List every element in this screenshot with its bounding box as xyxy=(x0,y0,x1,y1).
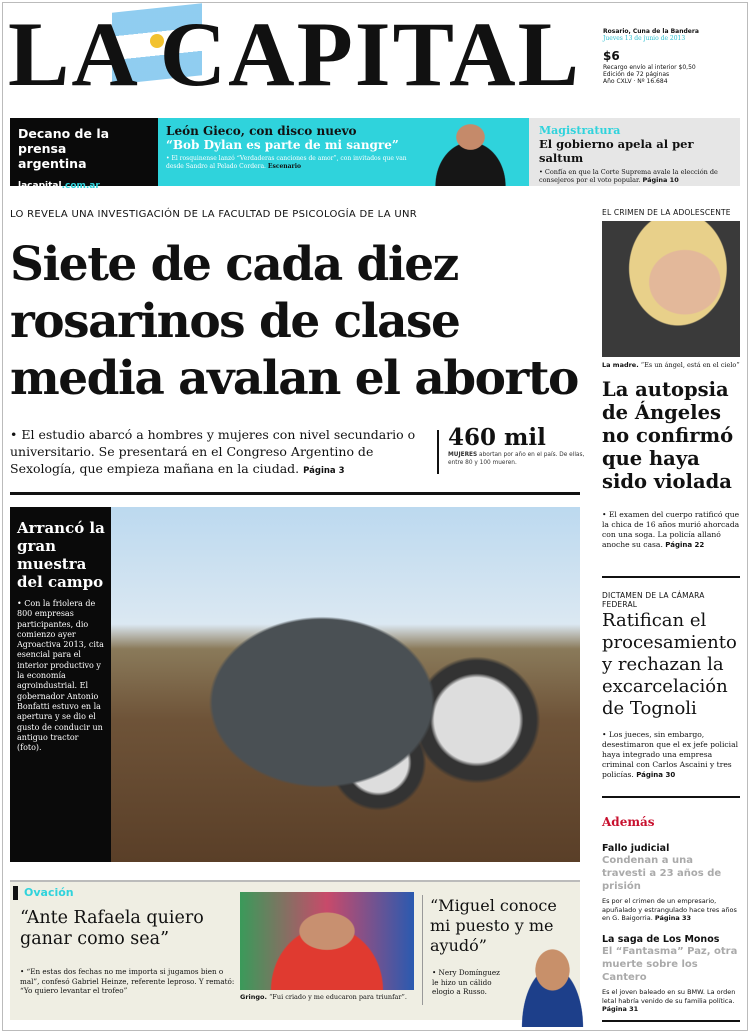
lead-summary-text: • El estudio abarcó a hombres y mujeres con nivel secundario o universitario. Se presentará en el Congreso Argentino de Sexología, que empieza mañana en la ciudad. xyxy=(10,427,416,476)
tognoli-headline[interactable]: Ratifican el procesamiento y rechazan la excarcelación de Tognoli xyxy=(602,610,737,719)
site-name: lacapital xyxy=(18,181,62,191)
sports-divider xyxy=(422,895,423,1005)
ademas-title: El “Fantasma” Paz, otra muerte sobre los Cantero xyxy=(602,946,738,983)
stat-box xyxy=(448,424,588,467)
section-divider xyxy=(10,492,580,495)
side-text xyxy=(539,168,730,184)
edition-pages: Edición de 72 páginas xyxy=(603,71,670,78)
site-link[interactable] xyxy=(18,181,150,191)
stat-value: 460 mil xyxy=(448,424,546,451)
autopsy-page: Página 22 xyxy=(665,541,705,549)
ademas-page: Página 33 xyxy=(654,914,692,922)
autopsy-headline[interactable]: La autopsia de Ángeles no confirmó que haya sido violada xyxy=(602,378,734,493)
ademas-item[interactable] xyxy=(602,843,740,923)
issue-number: Año CXLV · Nº 16.684 xyxy=(603,78,668,85)
promo-title: León Gieco, con disco nuevo xyxy=(166,124,357,138)
promo-section: Escenario xyxy=(267,163,301,170)
masthead-logo[interactable]: LA CAPITAL xyxy=(8,3,581,105)
ademas-kicker: La saga de Los Monos xyxy=(602,934,720,945)
side-title: El gobierno apela al per saltum xyxy=(539,137,694,165)
edition-info xyxy=(603,28,743,85)
lead-page: Página 3 xyxy=(303,466,345,476)
issue-date: Jueves 13 de junio de 2013 xyxy=(603,35,686,42)
caption-bold: La madre. xyxy=(602,361,639,369)
right-divider xyxy=(602,796,740,798)
ovacion-label: Ovación xyxy=(24,886,74,899)
slogan: Decano de la prensa argentina xyxy=(18,126,110,171)
photo-story-title: Arrancó la gran muestra del campo xyxy=(17,519,105,591)
heinze-caption xyxy=(240,993,420,1001)
ademas-text: Es el joven baleado en su BMW. La orden letal habría venido de su familia política. xyxy=(602,988,736,1005)
promo-body: • El rosquinense lanzó “Verdaderas canciones de amor”, con invitados que van desde Sandro al Pelado Cordera. xyxy=(166,155,407,170)
ademas-label: Además xyxy=(602,815,655,829)
city-tagline: Rosario, Cuna de la Bandera xyxy=(603,28,699,35)
photo-story-text: • Con la friolera de 800 empresas participantes, dio comienzo ayer Agroactiva 2013, cita esencial para el interior productivo y la economía agroindustrial. El gobernador Antonio Bonfatti estuvo en la apertura y se dio el gusto de conducir un antiguo tractor (foto). xyxy=(17,599,104,753)
photo-story-box[interactable] xyxy=(10,507,111,862)
site-suffix: .com.ar xyxy=(61,181,100,191)
tognoli-body: • Los jueces, sin embargo, desestimaron que el ex jefe policial haya integrado una empresa criminal con Carlos Ascaini y tres policías. xyxy=(602,730,739,779)
tractor-photo[interactable] xyxy=(111,507,580,862)
dominguez-quote[interactable]: “Miguel conoce mi puesto y me ayudó” xyxy=(430,896,557,955)
stat-divider xyxy=(437,430,439,474)
section-marker xyxy=(13,886,18,900)
promo-quote: “Bob Dylan es parte de mi sangre” xyxy=(166,138,399,152)
caption-bold: Gringo. xyxy=(240,993,267,1001)
heinze-quote[interactable]: “Ante Rafaela quiero ganar como sea” xyxy=(20,908,204,949)
right-divider xyxy=(602,1020,740,1022)
side-promo-box[interactable] xyxy=(525,118,740,186)
mother-caption xyxy=(602,361,740,369)
tognoli-text xyxy=(602,730,740,780)
crime-kicker: EL CRIMEN DE LA ADOLESCENTE xyxy=(602,208,731,217)
autopsy-body: • El examen del cuerpo ratificó que la chica de 16 años murió ahorcada con una soga. La policía allanó anoche su casa. xyxy=(602,510,740,549)
surcharge: Recargo envío al interior $0,50 xyxy=(603,64,696,71)
ademas-page: Página 31 xyxy=(602,1005,639,1013)
dominguez-text: • Nery Domínguez le hizo un cálido elogio a Russo. xyxy=(432,968,500,996)
ademas-title: Condenan a una travesti a 23 años de prisión xyxy=(602,855,722,892)
side-page: Página 10 xyxy=(642,176,679,184)
side-body: • Confía en que la Corte Suprema avale la elección de consejeros por el voto popular. xyxy=(539,168,718,184)
heinze-photo[interactable] xyxy=(240,892,414,990)
autopsy-text xyxy=(602,510,740,550)
stat-label: MUJERES xyxy=(448,452,478,458)
lead-headline[interactable] xyxy=(10,236,590,407)
mother-photo[interactable] xyxy=(602,221,740,357)
leon-gieco-photo xyxy=(416,118,525,186)
ademas-text: Es por el crimen de un empresario, apuñalado y estrangulado hace tres años en G. Baigorria. xyxy=(602,897,737,922)
caption-text: “Es un ángel, está en el cielo” xyxy=(640,361,740,369)
promo-text xyxy=(166,155,416,171)
antique-tractor-image xyxy=(111,507,580,862)
slogan-box xyxy=(10,118,158,191)
headline-line: rosarinos de clase xyxy=(10,294,460,349)
stat-text: abortan por año en el país. De ellas, entre 80 y 100 mueren. xyxy=(448,452,585,466)
heinze-text: • “En estas dos fechas no me importa si jugamos bien o mal”, confesó Gabriel Heinze, referente leproso. Y remató: “Yo quiero levantar el trofeo” xyxy=(20,967,235,995)
headline-line: Siete de cada diez xyxy=(10,237,458,292)
headline-line: media avalan el aborto xyxy=(10,351,578,406)
side-kicker: Magistratura xyxy=(539,124,621,137)
lead-summary xyxy=(10,426,420,480)
ademas-item[interactable] xyxy=(602,934,740,1014)
tognoli-kicker: DICTAMEN DE LA CÁMARA FEDERAL xyxy=(602,591,705,609)
ademas-kicker: Fallo judicial xyxy=(602,843,670,854)
tognoli-page: Página 30 xyxy=(636,771,676,779)
right-divider xyxy=(602,576,740,578)
promo-box[interactable] xyxy=(158,118,525,186)
dominguez-photo xyxy=(505,935,600,1027)
caption-text: “Fui criado y me educaron para triunfar”. xyxy=(269,993,407,1001)
price: $6 xyxy=(603,49,620,63)
lead-kicker: LO REVELA UNA INVESTIGACIÓN DE LA FACULTAD DE PSICOLOGÍA DE LA UNR xyxy=(10,209,418,220)
